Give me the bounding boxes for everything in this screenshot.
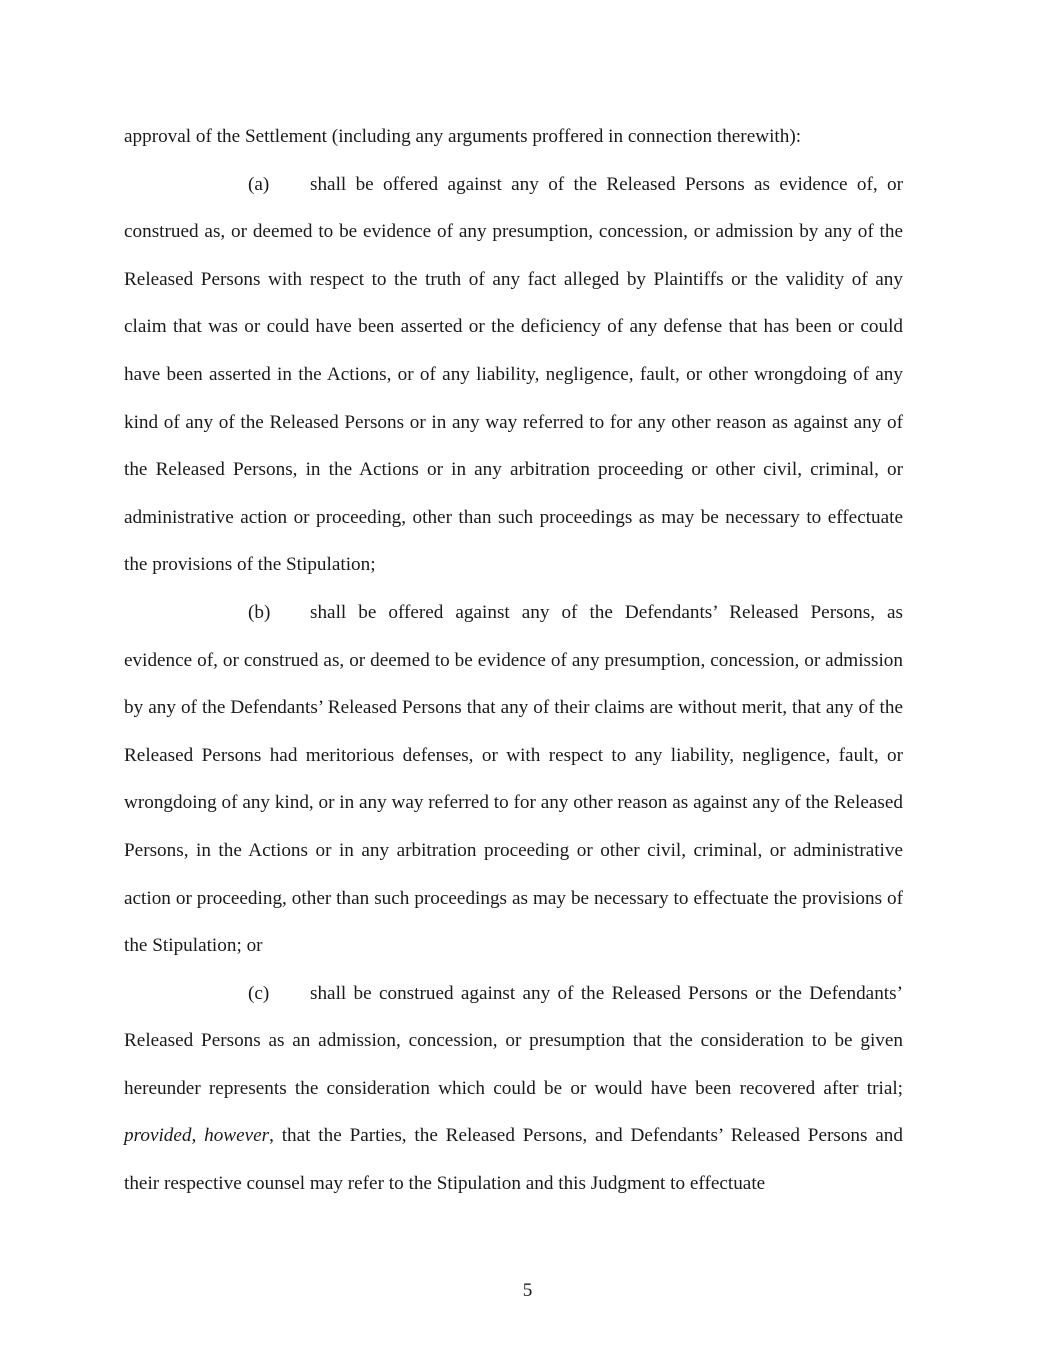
item-b-label: (b) — [248, 601, 271, 623]
item-b-paragraph — [124, 589, 903, 970]
item-b-text: shall be offered against any of the Defendants’ Released Persons, as evidence of, or construed as, or deemed to be evidence of any presumption, concession, or admission by any of the Defendants’ Released Persons that any of their claims are without merit, that any of the Released Persons had meritorious defenses, or with respect to any liability, negligence, fault, or wrongdoing of any kind, or in any way referred to for any other reason as against any of the Released Persons, in the Actions or in any arbitration proceeding or other civil, criminal, or administrative action or proceeding, other than such proceedings as may be necessary to effectuate the provisions of the Stipulation; or — [124, 601, 903, 957]
item-a-label: (a) — [248, 173, 270, 195]
item-c-label: (c) — [248, 982, 270, 1004]
intro-paragraph: approval of the Settlement (including any arguments proffered in connection therewith): — [124, 126, 802, 147]
item-c-text-before: shall be construed against any of the Released Persons or the Defendants’ Released Persons as an admission, concession, or presumption that the consideration to be given hereunder represents the consideration which could be or would have been recovered after trial; — [124, 982, 903, 1099]
item-c-paragraph — [124, 970, 903, 1208]
document-body — [124, 113, 903, 1208]
item-a-paragraph — [124, 161, 903, 589]
page-number: 5 — [522, 1280, 533, 1301]
item-c-text-italic: provided, however — [124, 1125, 270, 1147]
item-a-text: shall be offered against any of the Released Persons as evidence of, or construed as, or deemed to be evidence of any presumption, concession, or admission by any of the Released Persons with respect to the truth of any fact alleged by Plaintiffs or the validity of any claim that was or could have been asserted or the deficiency of any defense that has been or could have been asserted in the Actions, or of any liability, negligence, fault, or other wrongdoing of any kind of any of the Released Persons or in any way referred to for any other reason as against any of the Released Persons, in the Actions or in any arbitration proceeding or other civil, criminal, or administrative action or proceeding, other than such proceedings as may be necessary to effectuate the provisions of the Stipulation; — [124, 173, 903, 576]
item-c-text-after: , that the Parties, the Released Persons, and Defendants’ Released Persons and their respective counsel may refer to the Stipulation and this Judgment to effectuate — [124, 1125, 903, 1195]
